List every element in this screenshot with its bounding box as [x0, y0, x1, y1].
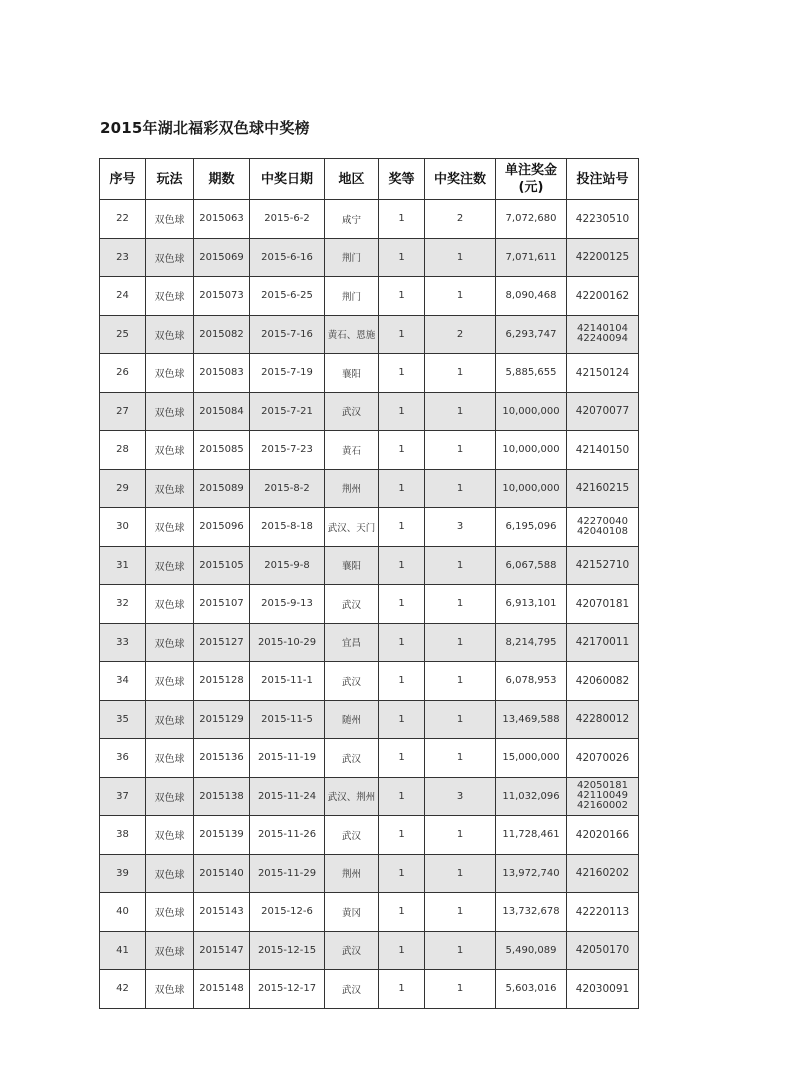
- cell-level: 1: [379, 893, 425, 932]
- cell-prize: 5,603,016: [496, 970, 567, 1009]
- cell-period: 2015147: [194, 931, 250, 970]
- cell-stations: [567, 277, 639, 316]
- cell-level: 1: [379, 431, 425, 470]
- cell-count: 1: [425, 238, 496, 277]
- cell-period: 2015084: [194, 392, 250, 431]
- cell-game: 双色球: [146, 546, 194, 585]
- cell-no: 31: [100, 546, 146, 585]
- cell-count: 3: [425, 777, 496, 816]
- cell-region: 武汉: [325, 662, 379, 701]
- cell-count: 1: [425, 277, 496, 316]
- winners-table: [99, 158, 639, 1009]
- cell-date: 2015-6-2: [250, 200, 325, 239]
- cell-level: 1: [379, 200, 425, 239]
- header-period: 期数: [194, 159, 250, 200]
- cell-prize: 6,067,588: [496, 546, 567, 585]
- cell-stations: [567, 315, 639, 354]
- cell-game: 双色球: [146, 777, 194, 816]
- page-title: 2015年湖北福彩双色球中奖榜: [100, 119, 310, 137]
- cell-date: 2015-8-18: [250, 508, 325, 547]
- cell-game: 双色球: [146, 392, 194, 431]
- cell-count: 1: [425, 854, 496, 893]
- cell-prize: 6,195,096: [496, 508, 567, 547]
- cell-region: 武汉: [325, 816, 379, 855]
- cell-level: 1: [379, 816, 425, 855]
- table-row: [100, 931, 639, 970]
- table-row: [100, 585, 639, 624]
- cell-count: 1: [425, 700, 496, 739]
- cell-date: 2015-9-8: [250, 546, 325, 585]
- cell-region: 武汉: [325, 739, 379, 778]
- header-game: 玩法: [146, 159, 194, 200]
- cell-no: 24: [100, 277, 146, 316]
- cell-date: 2015-6-16: [250, 238, 325, 277]
- cell-date: 2015-11-19: [250, 739, 325, 778]
- cell-period: 2015082: [194, 315, 250, 354]
- cell-date: 2015-11-1: [250, 662, 325, 701]
- cell-prize: 6,078,953: [496, 662, 567, 701]
- cell-period: 2015129: [194, 700, 250, 739]
- cell-date: 2015-9-13: [250, 585, 325, 624]
- cell-level: 1: [379, 238, 425, 277]
- cell-stations: [567, 238, 639, 277]
- table-row: [100, 469, 639, 508]
- cell-count: 2: [425, 315, 496, 354]
- cell-period: 2015127: [194, 623, 250, 662]
- cell-period: 2015069: [194, 238, 250, 277]
- cell-region: 襄阳: [325, 546, 379, 585]
- table-row: [100, 739, 639, 778]
- cell-date: 2015-12-6: [250, 893, 325, 932]
- cell-date: 2015-10-29: [250, 623, 325, 662]
- header-station: 投注站号: [567, 159, 639, 200]
- table-row: [100, 200, 639, 239]
- cell-date: 2015-7-23: [250, 431, 325, 470]
- cell-date: 2015-7-19: [250, 354, 325, 393]
- cell-prize: 8,214,795: [496, 623, 567, 662]
- cell-stations: [567, 739, 639, 778]
- cell-region: 武汉、天门: [325, 508, 379, 547]
- cell-no: 41: [100, 931, 146, 970]
- cell-no: 28: [100, 431, 146, 470]
- cell-count: 1: [425, 893, 496, 932]
- cell-prize: 8,090,468: [496, 277, 567, 316]
- cell-prize: 11,032,096: [496, 777, 567, 816]
- station-id: 42230510: [575, 212, 630, 225]
- cell-count: 3: [425, 508, 496, 547]
- cell-prize: 13,469,588: [496, 700, 567, 739]
- table-row: [100, 700, 639, 739]
- station-id: 42160002: [577, 800, 628, 812]
- cell-period: 2015085: [194, 431, 250, 470]
- cell-no: 38: [100, 816, 146, 855]
- station-id: 42020166: [575, 828, 630, 841]
- station-id: 42070181: [575, 597, 630, 610]
- cell-count: 2: [425, 200, 496, 239]
- cell-prize: 13,972,740: [496, 854, 567, 893]
- cell-period: 2015073: [194, 277, 250, 316]
- station-id: 42200125: [575, 251, 630, 264]
- header-count: 中奖注数: [425, 159, 496, 200]
- table-row: [100, 816, 639, 855]
- cell-period: 2015136: [194, 739, 250, 778]
- cell-stations: [567, 508, 639, 547]
- cell-game: 双色球: [146, 469, 194, 508]
- header-no: 序号: [100, 159, 146, 200]
- station-id: 42152710: [575, 559, 630, 572]
- cell-game: 双色球: [146, 354, 194, 393]
- station-id: 42060082: [575, 674, 630, 687]
- cell-game: 双色球: [146, 277, 194, 316]
- cell-period: 2015107: [194, 585, 250, 624]
- cell-no: 39: [100, 854, 146, 893]
- cell-stations: [567, 662, 639, 701]
- cell-prize: 6,913,101: [496, 585, 567, 624]
- cell-level: 1: [379, 970, 425, 1009]
- cell-level: 1: [379, 854, 425, 893]
- header-prize: 单注奖金 (元): [496, 159, 567, 200]
- cell-region: 荆门: [325, 238, 379, 277]
- cell-game: 双色球: [146, 662, 194, 701]
- cell-prize: 6,293,747: [496, 315, 567, 354]
- cell-level: 1: [379, 662, 425, 701]
- header-level: 奖等: [379, 159, 425, 200]
- cell-stations: [567, 546, 639, 585]
- cell-count: 1: [425, 739, 496, 778]
- station-id: 42070077: [575, 405, 630, 418]
- cell-date: 2015-11-5: [250, 700, 325, 739]
- cell-region: 武汉: [325, 585, 379, 624]
- cell-region: 武汉: [325, 970, 379, 1009]
- table-row: [100, 854, 639, 893]
- cell-count: 1: [425, 469, 496, 508]
- cell-stations: [567, 392, 639, 431]
- station-id: 42150124: [575, 366, 630, 379]
- cell-stations: [567, 431, 639, 470]
- cell-no: 34: [100, 662, 146, 701]
- cell-no: 23: [100, 238, 146, 277]
- cell-period: 2015096: [194, 508, 250, 547]
- cell-prize: 5,490,089: [496, 931, 567, 970]
- cell-level: 1: [379, 277, 425, 316]
- cell-no: 35: [100, 700, 146, 739]
- cell-no: 32: [100, 585, 146, 624]
- cell-game: 双色球: [146, 739, 194, 778]
- cell-game: 双色球: [146, 931, 194, 970]
- cell-period: 2015105: [194, 546, 250, 585]
- cell-period: 2015148: [194, 970, 250, 1009]
- station-id: 42240094: [577, 333, 628, 345]
- cell-prize: 15,000,000: [496, 739, 567, 778]
- cell-no: 36: [100, 739, 146, 778]
- cell-period: 2015083: [194, 354, 250, 393]
- cell-stations: [567, 354, 639, 393]
- station-id: 42040108: [577, 525, 628, 537]
- cell-no: 37: [100, 777, 146, 816]
- cell-prize: 13,732,678: [496, 893, 567, 932]
- table-row: [100, 508, 639, 547]
- cell-region: 武汉: [325, 392, 379, 431]
- cell-stations: [567, 970, 639, 1009]
- cell-date: 2015-8-2: [250, 469, 325, 508]
- station-id: 42160202: [575, 867, 630, 880]
- table-row: [100, 238, 639, 277]
- cell-level: 1: [379, 546, 425, 585]
- cell-no: 33: [100, 623, 146, 662]
- cell-region: 荆州: [325, 854, 379, 893]
- cell-game: 双色球: [146, 816, 194, 855]
- cell-date: 2015-6-25: [250, 277, 325, 316]
- station-id: 42140104: [577, 323, 628, 335]
- cell-game: 双色球: [146, 854, 194, 893]
- cell-game: 双色球: [146, 585, 194, 624]
- cell-count: 1: [425, 662, 496, 701]
- cell-prize: 7,071,611: [496, 238, 567, 277]
- cell-game: 双色球: [146, 700, 194, 739]
- cell-stations: [567, 585, 639, 624]
- cell-prize: 10,000,000: [496, 392, 567, 431]
- cell-game: 双色球: [146, 893, 194, 932]
- table-row: [100, 315, 639, 354]
- station-id: 42170011: [575, 636, 630, 649]
- table-header-row: [100, 159, 639, 200]
- cell-no: 42: [100, 970, 146, 1009]
- cell-game: 双色球: [146, 508, 194, 547]
- station-id: 42200162: [575, 289, 630, 302]
- cell-count: 1: [425, 431, 496, 470]
- station-id: 42110049: [577, 790, 628, 802]
- cell-level: 1: [379, 469, 425, 508]
- cell-game: 双色球: [146, 315, 194, 354]
- table-row: [100, 431, 639, 470]
- station-id: 42140150: [575, 443, 630, 456]
- table-row: [100, 893, 639, 932]
- table-row: [100, 970, 639, 1009]
- cell-game: 双色球: [146, 623, 194, 662]
- cell-level: 1: [379, 739, 425, 778]
- cell-date: 2015-11-29: [250, 854, 325, 893]
- cell-game: 双色球: [146, 970, 194, 1009]
- cell-no: 27: [100, 392, 146, 431]
- cell-region: 荆州: [325, 469, 379, 508]
- cell-level: 1: [379, 623, 425, 662]
- cell-level: 1: [379, 315, 425, 354]
- cell-game: 双色球: [146, 200, 194, 239]
- table-row: [100, 277, 639, 316]
- table-row: [100, 354, 639, 393]
- station-id: 42030091: [575, 982, 630, 995]
- cell-date: 2015-11-26: [250, 816, 325, 855]
- cell-game: 双色球: [146, 238, 194, 277]
- cell-region: 宜昌: [325, 623, 379, 662]
- cell-count: 1: [425, 816, 496, 855]
- station-id: 42220113: [575, 905, 630, 918]
- table-row: [100, 623, 639, 662]
- cell-stations: [567, 777, 639, 816]
- cell-region: 随州: [325, 700, 379, 739]
- cell-level: 1: [379, 354, 425, 393]
- cell-stations: [567, 623, 639, 662]
- cell-count: 1: [425, 392, 496, 431]
- cell-period: 2015143: [194, 893, 250, 932]
- cell-count: 1: [425, 931, 496, 970]
- cell-period: 2015139: [194, 816, 250, 855]
- cell-region: 黄石: [325, 431, 379, 470]
- cell-date: 2015-12-17: [250, 970, 325, 1009]
- cell-no: 26: [100, 354, 146, 393]
- cell-stations: [567, 931, 639, 970]
- header-region: 地区: [325, 159, 379, 200]
- table-row: [100, 546, 639, 585]
- header-date: 中奖日期: [250, 159, 325, 200]
- station-id: 42070026: [575, 751, 630, 764]
- cell-stations: [567, 200, 639, 239]
- cell-no: 22: [100, 200, 146, 239]
- cell-prize: 10,000,000: [496, 469, 567, 508]
- cell-period: 2015089: [194, 469, 250, 508]
- station-id: 42280012: [575, 713, 630, 726]
- cell-prize: 11,728,461: [496, 816, 567, 855]
- station-id: 42160215: [575, 482, 630, 495]
- cell-period: 2015138: [194, 777, 250, 816]
- cell-date: 2015-11-24: [250, 777, 325, 816]
- cell-stations: [567, 700, 639, 739]
- cell-stations: [567, 854, 639, 893]
- cell-region: 襄阳: [325, 354, 379, 393]
- cell-count: 1: [425, 546, 496, 585]
- cell-count: 1: [425, 354, 496, 393]
- cell-level: 1: [379, 392, 425, 431]
- cell-region: 荆门: [325, 277, 379, 316]
- cell-prize: 5,885,655: [496, 354, 567, 393]
- cell-date: 2015-12-15: [250, 931, 325, 970]
- cell-region: 武汉、荆州: [325, 777, 379, 816]
- cell-no: 29: [100, 469, 146, 508]
- cell-period: 2015140: [194, 854, 250, 893]
- cell-stations: [567, 469, 639, 508]
- cell-level: 1: [379, 508, 425, 547]
- table-row: [100, 777, 639, 816]
- table-row: [100, 392, 639, 431]
- cell-prize: 7,072,680: [496, 200, 567, 239]
- cell-region: 咸宁: [325, 200, 379, 239]
- station-id: 42050170: [575, 944, 630, 957]
- cell-count: 1: [425, 970, 496, 1009]
- cell-period: 2015128: [194, 662, 250, 701]
- cell-date: 2015-7-16: [250, 315, 325, 354]
- table-row: [100, 662, 639, 701]
- cell-region: 武汉: [325, 931, 379, 970]
- cell-region: 黄冈: [325, 893, 379, 932]
- cell-count: 1: [425, 585, 496, 624]
- cell-region: 黄石、恩施: [325, 315, 379, 354]
- cell-count: 1: [425, 623, 496, 662]
- cell-game: 双色球: [146, 431, 194, 470]
- cell-level: 1: [379, 931, 425, 970]
- cell-stations: [567, 816, 639, 855]
- cell-no: 40: [100, 893, 146, 932]
- cell-stations: [567, 893, 639, 932]
- cell-level: 1: [379, 700, 425, 739]
- cell-no: 25: [100, 315, 146, 354]
- station-id: 42050181: [577, 780, 628, 792]
- cell-date: 2015-7-21: [250, 392, 325, 431]
- cell-level: 1: [379, 585, 425, 624]
- cell-no: 30: [100, 508, 146, 547]
- station-id: 42270040: [577, 515, 628, 527]
- cell-level: 1: [379, 777, 425, 816]
- cell-prize: 10,000,000: [496, 431, 567, 470]
- cell-period: 2015063: [194, 200, 250, 239]
